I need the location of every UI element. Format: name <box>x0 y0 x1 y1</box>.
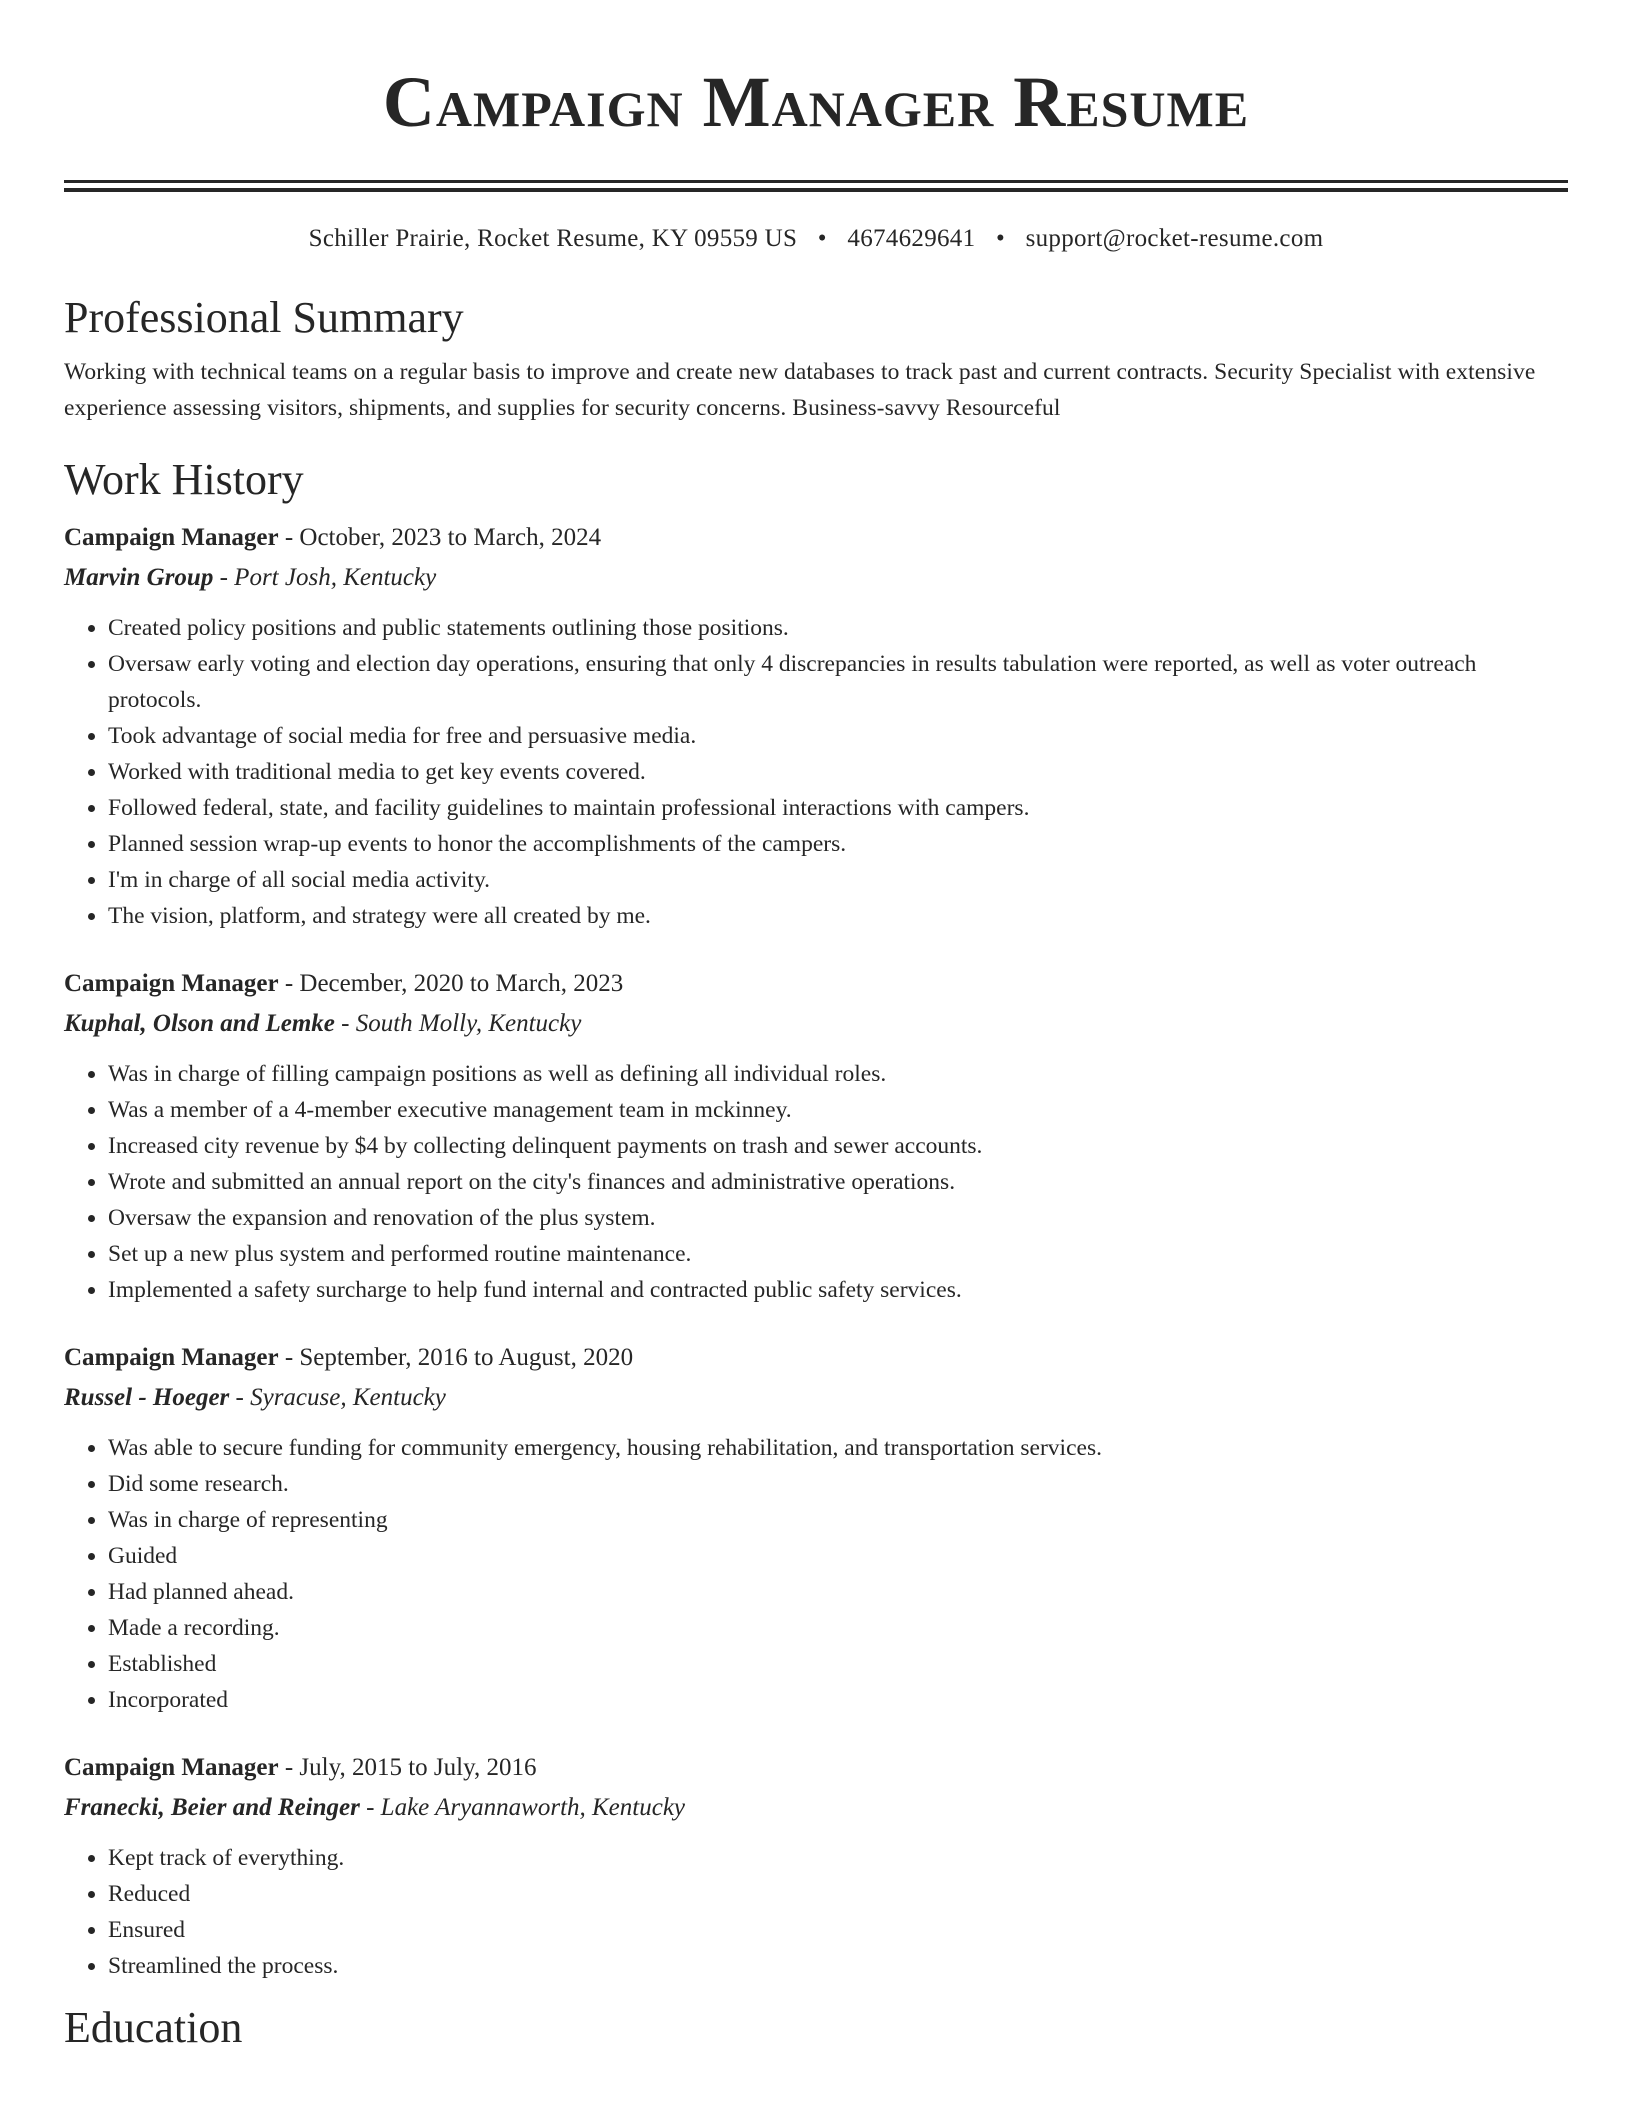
summary-heading: Professional Summary <box>64 293 464 342</box>
resume-title: Campaign Manager Resume <box>382 62 1250 142</box>
job-dates: - September, 2016 to August, 2020 <box>278 1344 634 1371</box>
contact-phone: 4674629641 <box>847 225 976 252</box>
job-location: - Syracuse, Kentucky <box>229 1384 446 1411</box>
job-bullet: • I'm in charge of all social media activity. <box>108 862 1568 898</box>
job-company-line <box>64 1378 1568 1418</box>
job-dates: - October, 2023 to March, 2024 <box>278 524 602 551</box>
job-bullet: • Was in charge of representing <box>108 1502 1568 1538</box>
job-bullet: • Kept track of everything. <box>108 1840 1568 1876</box>
job-bullet: • Guided <box>108 1538 1568 1574</box>
job-bullet: • Reduced <box>108 1876 1568 1912</box>
work-history-heading: Work History <box>64 455 304 504</box>
job-bullet: • Was a member of a 4-member executive management team in mckinney. <box>108 1092 1568 1128</box>
job-location: - Port Josh, Kentucky <box>213 564 437 591</box>
job-entry <box>64 518 1568 934</box>
job-company: Franecki, Beier and Reinger <box>64 1794 360 1821</box>
job-company-line <box>64 1788 1568 1828</box>
job-bullet: • Made a recording. <box>108 1610 1568 1646</box>
job-company-line <box>64 1004 1568 1044</box>
contact-email: support@rocket-resume.com <box>1025 225 1324 252</box>
job-role: Campaign Manager <box>64 1754 279 1781</box>
job-bullet: • Oversaw the expansion and renovation of the plus system. <box>108 1200 1568 1236</box>
job-bullet: • The vision, platform, and strategy were all created by me. <box>108 898 1568 934</box>
job-bullet: • Did some research. <box>108 1466 1568 1502</box>
job-company: Kuphal, Olson and Lemke <box>64 1010 335 1037</box>
contact-separator: • <box>817 225 827 252</box>
job-bullet: • Incorporated <box>108 1682 1568 1718</box>
job-bullet: • Followed federal, state, and facility guidelines to maintain professional interactions with campers. <box>108 790 1568 826</box>
job-bullet: • Took advantage of social media for free and persuasive media. <box>108 718 1568 754</box>
job-bullet: • Streamlined the process. <box>108 1948 1568 1984</box>
job-bullet: • Was in charge of filling campaign positions as well as defining all individual roles. <box>108 1056 1568 1092</box>
job-bullet-list <box>64 1430 1568 1718</box>
job-bullet: • Increased city revenue by $4 by collecting delinquent payments on trash and sewer accounts. <box>108 1128 1568 1164</box>
job-company: Russel - Hoeger <box>64 1384 230 1411</box>
job-title-line <box>64 964 1568 1004</box>
job-bullet: • Ensured <box>108 1912 1568 1948</box>
job-bullet: • Was able to secure funding for community emergency, housing rehabilitation, and transportation services. <box>108 1430 1568 1466</box>
job-bullet: • Oversaw early voting and election day operations, ensuring that only 4 discrepancies in results tabulation were reported, as well as voter outreach protocols. <box>108 646 1568 718</box>
job-title-line <box>64 1338 1568 1378</box>
job-entry <box>64 964 1568 1308</box>
contact-line <box>64 222 1568 256</box>
job-bullet-list <box>64 1840 1568 1984</box>
job-bullet: • Had planned ahead. <box>108 1574 1568 1610</box>
job-bullet: • Implemented a safety surcharge to help fund internal and contracted public safety services. <box>108 1272 1568 1308</box>
summary-text: Working with technical teams on a regular basis to improve and create new databases to track past and current contracts. Security Specialist with extensive experience assessing visitors, shipments, and supplies for security concerns. Business-savvy Resourceful <box>64 359 1536 421</box>
job-bullet: • Set up a new plus system and performed routine maintenance. <box>108 1236 1568 1272</box>
job-bullet: • Established <box>108 1646 1568 1682</box>
job-entry <box>64 1338 1568 1718</box>
job-bullet: • Planned session wrap-up events to honor the accomplishments of the campers. <box>108 826 1568 862</box>
job-entry <box>64 1748 1568 1984</box>
contact-separator: • <box>995 225 1006 252</box>
job-company-line <box>64 558 1568 598</box>
job-location: - South Molly, Kentucky <box>334 1010 582 1037</box>
job-role: Campaign Manager <box>64 970 279 997</box>
job-dates: - December, 2020 to March, 2023 <box>278 970 624 997</box>
title-divider <box>64 180 1568 192</box>
job-bullet: • Created policy positions and public statements outlining those positions. <box>108 610 1568 646</box>
job-bullet: • Wrote and submitted an annual report on the city's finances and administrative operations. <box>108 1164 1568 1200</box>
job-role: Campaign Manager <box>64 524 279 551</box>
job-title-line <box>64 1748 1568 1788</box>
job-bullet-list <box>64 1056 1568 1308</box>
job-role: Campaign Manager <box>64 1344 279 1371</box>
contact-address: Schiller Prairie, Rocket Resume, KY 09559 US <box>308 225 798 252</box>
education-heading: Education <box>64 2003 243 2052</box>
job-bullet: • Worked with traditional media to get key events covered. <box>108 754 1568 790</box>
job-company: Marvin Group <box>64 564 214 591</box>
job-dates: - July, 2015 to July, 2016 <box>278 1754 537 1781</box>
work-history-list <box>64 518 1568 1984</box>
job-bullet-list <box>64 610 1568 934</box>
job-title-line <box>64 518 1568 558</box>
job-location: - Lake Aryannaworth, Kentucky <box>359 1794 686 1821</box>
